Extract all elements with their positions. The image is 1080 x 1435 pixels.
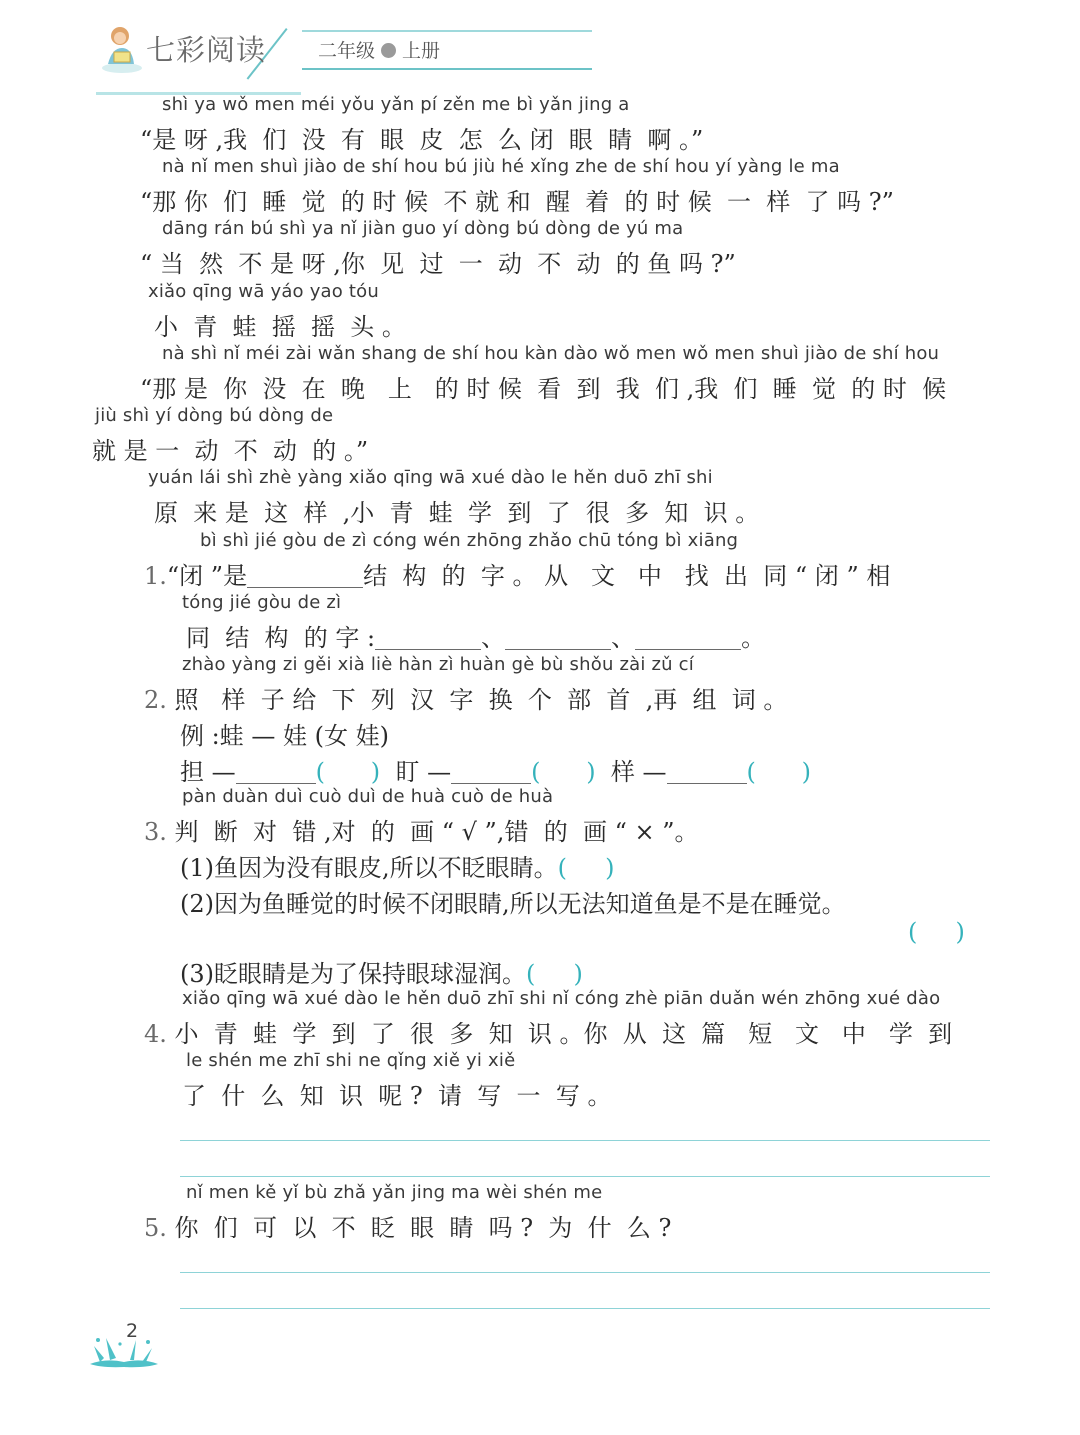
q2-blank-1[interactable] <box>236 761 316 784</box>
pinyin-line: jiù shì yí dòng bú dòng de <box>95 405 334 426</box>
q2-text: 照 样 子 给 下 列 汉 字 换 个 部 首 ,再 组 词 。 <box>174 686 788 714</box>
paren-open: ( <box>746 758 756 786</box>
q5-answer-line-1[interactable] <box>180 1272 990 1273</box>
q3-item-3 <box>180 954 583 989</box>
q2-item-2: 盯 — <box>395 758 452 786</box>
passage-line: 原 来 是 这 样 ,小 青 蛙 学 到 了 很 多 知 识 。 <box>154 499 760 527</box>
q4-pinyin: xiǎo qīng wā xué dào le hěn duō zhī shi nǐ cóng zhè piān duǎn wén zhōng xué dào <box>182 988 941 1009</box>
pinyin-line: nà shì nǐ méi zài wǎn shang de shí hou kàn dào wǒ men wǒ men shuì jiào de shí hou <box>162 343 940 364</box>
q1-text-c: 同 结 构 的 字 : <box>186 624 376 652</box>
pinyin-line: shì ya wǒ men méi yǒu yǎn pí zěn me bì yǎn jing a <box>162 94 630 115</box>
q3-item-1 <box>180 848 615 883</box>
passage-line: 就 是 一 动 不 动 的 。” <box>92 437 369 465</box>
q4-text-2: 了 什 么 知 识 呢 ? 请 写 一 写 。 <box>182 1082 612 1110</box>
q2-item-1: 担 — <box>180 758 236 786</box>
q1-text-a: “闭 ”是 <box>166 562 248 590</box>
q3-answer-3[interactable]: ( ) <box>526 960 583 988</box>
period: 。 <box>741 624 766 652</box>
q4-text: 小 青 蛙 学 到 了 很 多 知 识 。你 从 这 篇 短 文 中 学 到 <box>174 1020 953 1048</box>
q2-pinyin: zhào yàng zi gěi xià liè hàn zì huàn gè bù shǒu zài zǔ cí <box>182 654 694 675</box>
q3-answer-2[interactable]: ( ) <box>908 918 965 946</box>
question-1 <box>144 556 890 591</box>
q2-blank-3[interactable] <box>667 761 747 784</box>
q3-item-3-text: (3)眨眼睛是为了保持眼球湿润。 <box>180 960 526 988</box>
q1-blank-1[interactable] <box>375 627 481 650</box>
separator-dot <box>381 43 396 58</box>
book-title: 七彩阅读 <box>146 33 267 67</box>
q4-pinyin-2: le shén me zhī shi ne qǐng xiě yi xiě <box>186 1050 516 1071</box>
q5-text: 你 们 可 以 不 眨 眼 睛 吗 ? 为 什 么 ? <box>174 1214 672 1242</box>
pinyin-line: dāng rán bú shì ya nǐ jiàn guo yí dòng bú dòng de yú ma <box>162 218 684 239</box>
q5-answer-line-2[interactable] <box>180 1308 990 1309</box>
q1-blank-2[interactable] <box>505 627 611 650</box>
q2-item-3: 样 — <box>610 758 667 786</box>
separator: 、 <box>481 624 506 652</box>
q5-pinyin: nǐ men kě yǐ bù zhǎ yǎn jing ma wèi shén me <box>186 1182 603 1203</box>
question-number: 1. <box>144 562 167 590</box>
q1-text-b: 结 构 的 字 。 从 文 中 找 出 同 “ 闭 ” 相 <box>363 562 891 590</box>
paren-open: ( <box>531 758 541 786</box>
separator: 、 <box>611 624 636 652</box>
grade-text: 二年级 <box>318 40 376 62</box>
q3-text: 判 断 对 错 ,对 的 画 “ √ ”,错 的 画 “ × ”。 <box>174 818 699 846</box>
q2-blank-2[interactable] <box>451 761 531 784</box>
passage-line: “是 呀 ,我 们 没 有 眼 皮 怎 么 闭 眼 睛 啊 。” <box>140 126 704 154</box>
q2-paren-space-2[interactable] <box>540 758 586 786</box>
question-4 <box>144 1014 952 1049</box>
q2-paren-space-3[interactable] <box>756 758 802 786</box>
q1-blank-3[interactable] <box>635 627 741 650</box>
q1-blank-structure[interactable] <box>247 565 363 588</box>
q4-answer-line-2[interactable] <box>180 1176 990 1177</box>
question-2 <box>144 680 787 715</box>
paren-open: ( <box>315 758 326 786</box>
q3-item-1-text: (1)鱼因为没有眼皮,所以不眨眼睛。 <box>180 854 558 882</box>
passage-line: “那 是 你 没 在 晚 上 的 时 候 看 到 我 们 ,我 们 睡 觉 的 时 候 <box>140 375 947 403</box>
pinyin-line: nà nǐ men shuì jiào de shí hou bú jiù hé xǐng zhe de shí hou yí yàng le ma <box>162 156 840 177</box>
q3-item-2: (2)因为鱼睡觉的时候不闭眼睛,所以无法知道鱼是不是在睡觉。 <box>180 890 846 918</box>
q1-pinyin-2: tóng jié gòu de zì <box>182 592 342 613</box>
pinyin-line: yuán lái shì zhè yàng xiǎo qīng wā xué dào le hěn duō zhī shi <box>148 467 713 488</box>
q2-paren-space-1[interactable] <box>325 758 371 786</box>
reading-girl-icon <box>98 24 146 74</box>
question-5 <box>144 1208 671 1243</box>
paren-close: ) <box>370 758 381 786</box>
question-number: 3. <box>144 818 167 846</box>
q3-pinyin: pàn duàn duì cuò duì de huà cuò de huà <box>182 786 554 807</box>
passage-line: 小 青 蛙 摇 摇 头 。 <box>154 313 406 341</box>
q2-answers <box>180 752 811 787</box>
q1-pinyin: bì shì jié gòu de zì cóng wén zhōng zhǎo chū tóng bì xiāng <box>200 530 739 551</box>
question-number: 5. <box>144 1214 167 1242</box>
page-number: 2 <box>126 1320 139 1342</box>
page-header <box>96 24 506 74</box>
splash-icon <box>86 1330 162 1370</box>
pinyin-line: xiǎo qīng wā yáo yao tóu <box>148 281 379 302</box>
paren-close: ) <box>586 758 596 786</box>
question-3 <box>144 812 699 847</box>
question-number: 4. <box>144 1020 167 1048</box>
q2-example: 例 :蛙 — 娃 (女 娃) <box>180 722 389 750</box>
grade-label <box>318 36 440 63</box>
q4-answer-line-1[interactable] <box>180 1140 990 1141</box>
header-rule <box>302 68 592 70</box>
question-1-line-2 <box>186 618 765 653</box>
passage-line: “那 你 们 睡 觉 的 时 候 不 就 和 醒 着 的 时 候 一 样 了 吗 ?” <box>140 188 894 216</box>
paren-close: ) <box>801 758 812 786</box>
question-number: 2. <box>144 686 167 714</box>
q3-answer-1[interactable]: ( ) <box>557 854 615 882</box>
volume-text: 上册 <box>402 40 441 62</box>
passage-line: “ 当 然 不 是 呀 ,你 见 过 一 动 不 动 的 鱼 吗 ?” <box>140 250 736 278</box>
